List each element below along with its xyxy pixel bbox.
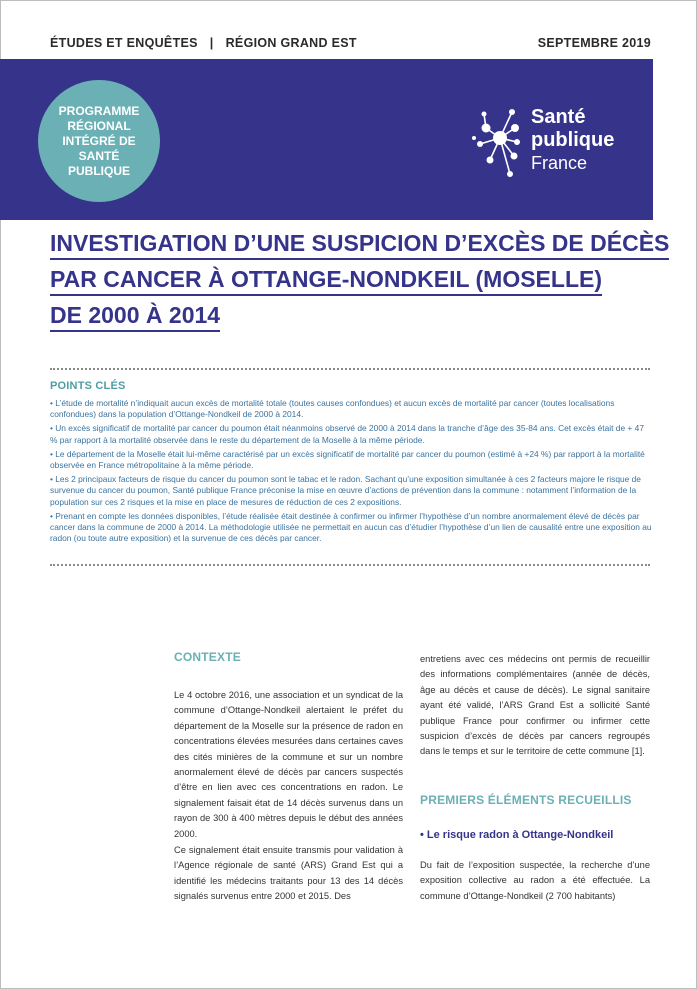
sante-publique-france-logo [470,98,630,182]
publication-date: SEPTEMBRE 2019 [537,36,651,50]
program-badge [38,80,160,202]
title-line-2: PAR CANCER À OTTANGE-NONDKEIL (MOSELLE) [50,265,602,296]
radon-subheading: • Le risque radon à Ottange-Nondkeil [420,829,614,841]
header-separator: | [209,36,214,50]
key-point-item: • L’étude de mortalité n’indiquait aucun excès de mortalité totale (toutes causes confondues) et aucun excès de mortalité par cancer (toutes localisations confondues) dans la population d’Ottange-Nondkeil de 2000 à 2014. [50,398,615,420]
series-label: ÉTUDES ET ENQUÊTES [50,36,198,50]
network-molecule-icon [470,98,530,182]
key-points-list [50,398,652,547]
logo-text-france: France [531,153,588,173]
logo-text-publique: publique [531,129,615,151]
key-point-item: • Prenant en compte les données disponibles, l’étude réalisée était destinée à confirmer ou infirmer l’hypothèse d’un nombre anormalement élevé de décès par cancer dans la commune de 2000 à 2014. La méthodologie utilisée ne permettait en aucun cas d’étudier l’hypothèse d’un lien de causalité entre une exposition au radon (ou toute autre exposition) et la survenue de ces décès par cancer. [50,510,652,544]
contexte-paragraph-3: entretiens avec ces médecins ont permis de recueillir des informations complémentaires (année de décès, âge au décès et cause de décès). Le signal sanitaire ayant été validé, l’ARS Grand Est a sollicité Santé publique France pour confirmer ou infirmer cette suspicion d’excès de décès par cancers regroupés dans le temps et sur le territoire de cette commune [1]. [420,654,650,757]
title-line-1: INVESTIGATION D’UNE SUSPICION D’EXCÈS DE DÉCÈS [50,229,669,260]
key-point-item: • Un excès significatif de mortalité par cancer du poumon était néanmoins observé de 2000 à 2014 dans la tranche d’âge des 35-84 ans. Cet excès était de + 47 % par rapport à la mortalité observée dans le reste du département de la Moselle à la même période. [50,423,644,445]
key-points-heading: POINTS CLÉS [50,380,126,392]
program-badge-label: PROGRAMME RÉGIONAL INTÉGRÉ DE SANTÉ PUBLIQUE [58,103,140,178]
logo-text-sante: Santé [531,106,586,128]
document-title [50,229,669,337]
contexte-paragraph-1: Le 4 octobre 2016, une association et un syndicat de la commune d’Ottange-Nondkeil alertaient le préfet du département de la Moselle sur la présence de radon en concentrations élevées mesurées dans certaines caves des cités minières de la commune et sur un nombre anormalement élevé de décès par cancers suspectés d’être en lien avec ces concentrations en radon. Le signalement faisait état de 14 décès survenus dans un rayon de 300 à 400 mètres depuis le début des années 2000. [174,690,403,839]
dotted-divider-top [50,368,650,370]
dotted-divider-bottom [50,564,650,566]
key-point-item: • Le département de la Moselle était lui-même caractérisé par un excès significatif de mortalité par cancer du poumon (estimé à +24 %) par rapport à la mortalité observée en France métropolitaine à la même période. [50,448,645,471]
radon-paragraph: Du fait de l’exposition suspectée, la recherche d’une exposition collective au radon a été effectuée. La commune d’Ottange-Nondkeil (2 700 habitants) [420,860,650,901]
premiers-elements-heading: PREMIERS ÉLÉMENTS RECUEILLIS [420,793,632,807]
header-left [50,36,357,50]
contexte-heading: CONTEXTE [174,650,241,664]
key-point-item: • Les 2 principaux facteurs de risque du cancer du poumon sont le tabac et le radon. Sachant qu’une exposition simultanée à ces 2 facteurs majore le risque de survenue du cancer du poumon, Santé publique France préconise la mise en œuvre d’actions de prévention dans la commune : notamment l’information de la population sur ces 2 risques et la mise en place de mesures de réduction de ces 2 expositions. [50,474,641,507]
title-line-3: DE 2000 À 2014 [50,301,220,332]
contexte-paragraph-2: Ce signalement était ensuite transmis pour validation à l’Agence régionale de santé (ARS) Grand Est qui a identifié les médecins traitants pour 13 des 14 décès signalés survenus entre 2000 et 2015. Des [174,845,403,902]
region-label: RÉGION GRAND EST [225,36,357,50]
